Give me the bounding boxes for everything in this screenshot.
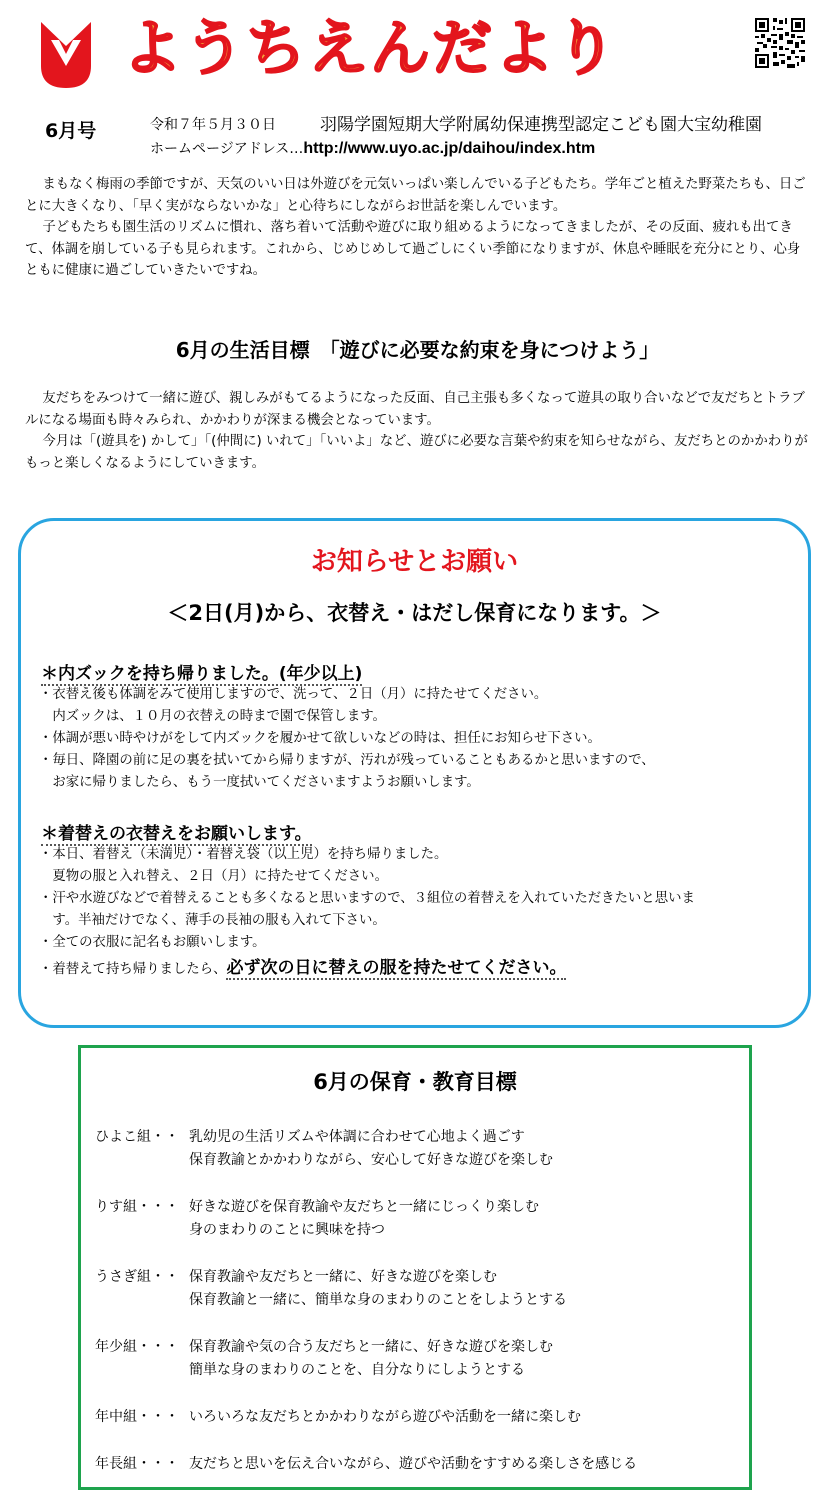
goal-line: いろいろな友だちとかかわりながら遊びや活動を一緒に楽しむ: [189, 1409, 581, 1425]
goal-row: [95, 1453, 735, 1476]
goal-row: [95, 1336, 735, 1382]
notice-title: お知らせとお願い: [310, 547, 519, 577]
education-goals-title: 6月の保育・教育目標: [313, 1070, 517, 1094]
goal-line: 乳幼児の生活リズムや体調に合わせて心地よく過ごす: [189, 1129, 525, 1145]
list-item: 夏物の服と入れ替え、２日（月）に持たせてください。: [39, 869, 388, 884]
goal-line: 保育教諭や気の合う友だちと一緒に、好きな遊びを楽しむ: [189, 1339, 553, 1355]
class-name: 年少組・・・: [95, 1339, 179, 1355]
notice-subtitle: ＜2日(月)から、衣替え・はだし保育になります。＞: [167, 601, 662, 625]
list-item: お家に帰りましたら、もう一度拭いてくださいますようお願いします。: [39, 775, 480, 790]
list-item: ・衣替え後も体調をみて使用しますので、洗って、２日（月）に持たせてください。: [39, 687, 548, 702]
issue-number: 6月号: [45, 120, 97, 142]
school-name: 羽陽学園短期大学附属幼保連携型認定こども園大宝幼稚園: [320, 115, 762, 135]
clothes-list: [39, 844, 809, 981]
indoor-shoes-list: [39, 684, 809, 794]
class-name: うさぎ組・・: [95, 1269, 179, 1285]
intro-paragraph: まもなく梅雨の季節ですが、天気のいい日は外遊びを元気いっぱい楽しんでいる子どもたち。学年ごと植えた野菜たちも、日ごとに大きくなり、「早く実がならないかな」と心待ちにしながらお世話を楽しんでいます。: [25, 177, 806, 214]
goal-line: 保育教諭と一緒に、簡単な身のまわりのことをしようとする: [189, 1292, 567, 1308]
last-item-emphasis: 必ず次の日に替えの服を持たせてください。: [226, 958, 567, 978]
goal-row: [95, 1406, 735, 1429]
class-name: ひよこ組・・: [95, 1129, 179, 1145]
homepage-link[interactable]: http://www.uyo.ac.jp/daihou/index.htm: [303, 140, 596, 157]
list-item: [39, 957, 809, 981]
list-item: ・汗や水遊びなどで着替えることも多くなると思いますので、３組位の着替えを入れていただきたいと思いま: [39, 891, 695, 906]
goal-line: 友だちと思いを伝え合いながら、遊びや活動をすすめる楽しさを感じる: [189, 1456, 638, 1472]
clothes-heading: ＊着替えの衣替えをお願いします。: [41, 824, 312, 844]
homepage-line: [150, 138, 595, 158]
list-item: ・毎日、降園の前に足の裏を拭いてから帰りますが、汚れが残っていることもあるかと思いますので、: [39, 753, 655, 768]
intro-text: [25, 174, 811, 282]
notice-box: [18, 518, 811, 1028]
goal-line: 簡単な身のまわりのことを、自分なりにしようとする: [189, 1362, 525, 1378]
life-goal-text: [25, 388, 811, 474]
life-goal-paragraph: 今月は「(遊具を) かして」「(仲間に) いれて」「いいよ」など、遊びに必要な言葉や約束を知らせながら、友だちとのかかわりがもっと楽しくなるようにしていきます。: [25, 434, 808, 471]
life-goal-title: 6月の生活目標 「遊びに必要な約束を身につけよう」: [175, 338, 660, 362]
list-item: ・本日、着替え（未満児）・着替え袋（以上児）を持ち帰りました。: [39, 847, 448, 862]
school-logo-icon: [37, 18, 95, 90]
qr-code-icon: [755, 18, 805, 68]
class-name: りす組・・・: [95, 1199, 179, 1215]
goal-row: [95, 1196, 735, 1242]
goal-row: [95, 1126, 735, 1172]
masthead-title: ようちえんだより: [122, 14, 618, 84]
list-item: す。半袖だけでなく、薄手の長袖の服も入れて下さい。: [39, 913, 386, 928]
issue-date: 令和７年５月３０日: [150, 117, 276, 133]
goal-line: 好きな遊びを保育教諭や友だちと一緒にじっくり楽しむ: [189, 1199, 539, 1215]
education-goals-list: [95, 1126, 735, 1500]
list-item: ・体調が悪い時やけがをして内ズックを履かせて欲しいなどの時は、担任にお知らせ下さい。: [39, 731, 601, 746]
indoor-shoes-heading: ＊内ズックを持ち帰りました。(年少以上): [41, 664, 363, 684]
list-item: 内ズックは、１０月の衣替えの時まで園で保管します。: [39, 709, 386, 724]
list-item: ・全ての衣服に記名もお願いします。: [39, 935, 266, 950]
life-goal-paragraph: 友だちをみつけて一緒に遊び、親しみがもてるようになった反面、自己主張も多くなって遊具の取り合いなどで友だちとトラブルになる場面も時々みられ、かかわりが深まる機会となっています。: [25, 391, 805, 428]
class-name: 年中組・・・: [95, 1409, 179, 1425]
education-goals-box: [78, 1045, 752, 1490]
goal-line: 保育教諭や友だちと一緒に、好きな遊びを楽しむ: [189, 1269, 497, 1285]
last-item-prefix: ・着替えて持ち帰りましたら、: [39, 962, 227, 977]
intro-paragraph: 子どもたちも園生活のリズムに慣れ、落ち着いて活動や遊びに取り組めるようになってきましたが、その反面、疲れも出てきて、体調を崩している子も見られます。これから、じめじめして過ごしにくい季節になりますが、休息や睡眠を充分にとり、心身ともに健康に過ごしていきたいですね。: [25, 220, 801, 278]
goal-line: 保育教諭とかかわりながら、安心して好きな遊びを楽しむ: [189, 1152, 553, 1168]
class-name: 年長組・・・: [95, 1456, 179, 1472]
homepage-label: ホームページアドレス…: [150, 141, 304, 157]
goal-line: 身のまわりのことに興味を持つ: [189, 1222, 385, 1238]
goal-row: [95, 1266, 735, 1312]
